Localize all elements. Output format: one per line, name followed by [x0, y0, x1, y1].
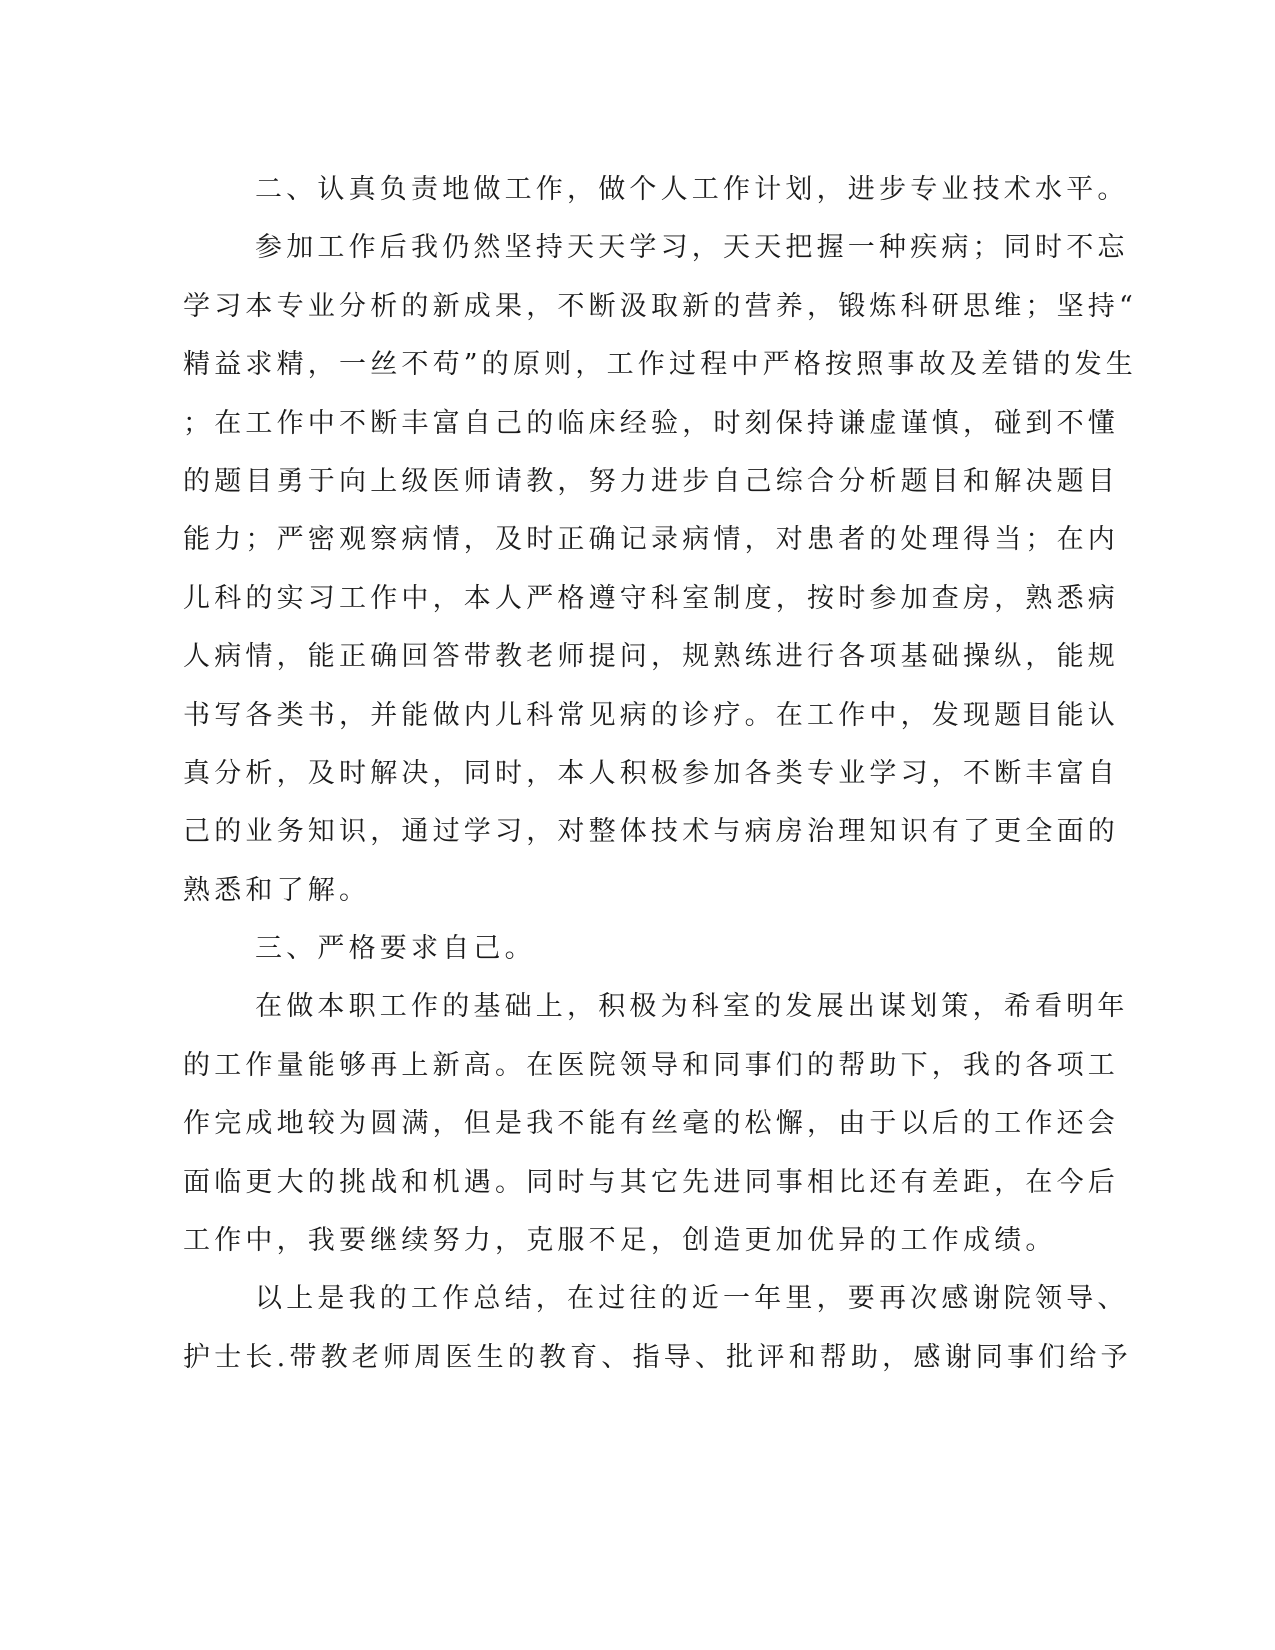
paragraph-line: 熟悉和了解。: [183, 874, 371, 906]
paragraph-line: 以上是我的工作总结，在过往的近一年里，要再次感谢院领导、: [255, 1283, 1129, 1315]
paragraph-line: 精益求精，一丝不苟”的原则，工作过程中严格按照事故及差错的发生: [183, 349, 1138, 381]
section-heading-2: 二、认真负责地做工作，做个人工作计划，进步专业技术水平。: [255, 174, 1129, 205]
paragraph-line: 真分析，及时解决，同时，本人积极参加各类专业学习，不断丰富自: [183, 757, 1119, 789]
paragraph-line: 工作中，我要继续努力，克服不足，创造更加优异的工作成绩。: [183, 1225, 1057, 1257]
paragraph-line: 己的业务知识，通过学习，对整体技术与病房治理知识有了更全面的: [183, 816, 1119, 848]
section-heading-3: 三、严格要求自己。: [255, 933, 536, 965]
paragraph-line: 护士长.带教老师周医生的教育、指导、批评和帮助，感谢同事们给予: [183, 1341, 1132, 1373]
paragraph-line: 能力；严密观察病情，及时正确记录病情，对患者的处理得当；在内: [183, 524, 1119, 556]
paragraph-line: 在做本职工作的基础上，积极为科室的发展出谋划策，希看明年: [255, 991, 1129, 1023]
paragraph-line: 人病情，能正确回答带教老师提问，规熟练进行各项基础操纵，能规: [183, 641, 1119, 673]
paragraph-line: 作完成地较为圆满，但是我不能有丝毫的松懈，由于以后的工作还会: [183, 1108, 1119, 1140]
paragraph-line: 学习本专业分析的新成果，不断汲取新的营养，锻炼科研思维；坚持“: [183, 290, 1138, 322]
paragraph-line: 书写各类书，并能做内儿科常见病的诊疗。在工作中，发现题目能认: [183, 699, 1119, 731]
paragraph-line: 的工作量能够再上新高。在医院领导和同事们的帮助下，我的各项工: [183, 1049, 1119, 1081]
paragraph-line: 儿科的实习工作中，本人严格遵守科室制度，按时参加查房，熟悉病: [183, 582, 1119, 614]
paragraph-line: 面临更大的挑战和机遇。同时与其它先进同事相比还有差距，在今后: [183, 1166, 1119, 1198]
document-body: [183, 161, 1138, 1387]
paragraph-line: ；在工作中不断丰富自己的临床经验，时刻保持谦虚谨慎，碰到不懂: [183, 407, 1119, 439]
paragraph-line: 的题目勇于向上级医师请教，努力进步自己综合分析题目和解决题目: [183, 465, 1119, 497]
paragraph-line: 参加工作后我仍然坚持天天学习，天天把握一种疾病；同时不忘: [255, 232, 1129, 264]
